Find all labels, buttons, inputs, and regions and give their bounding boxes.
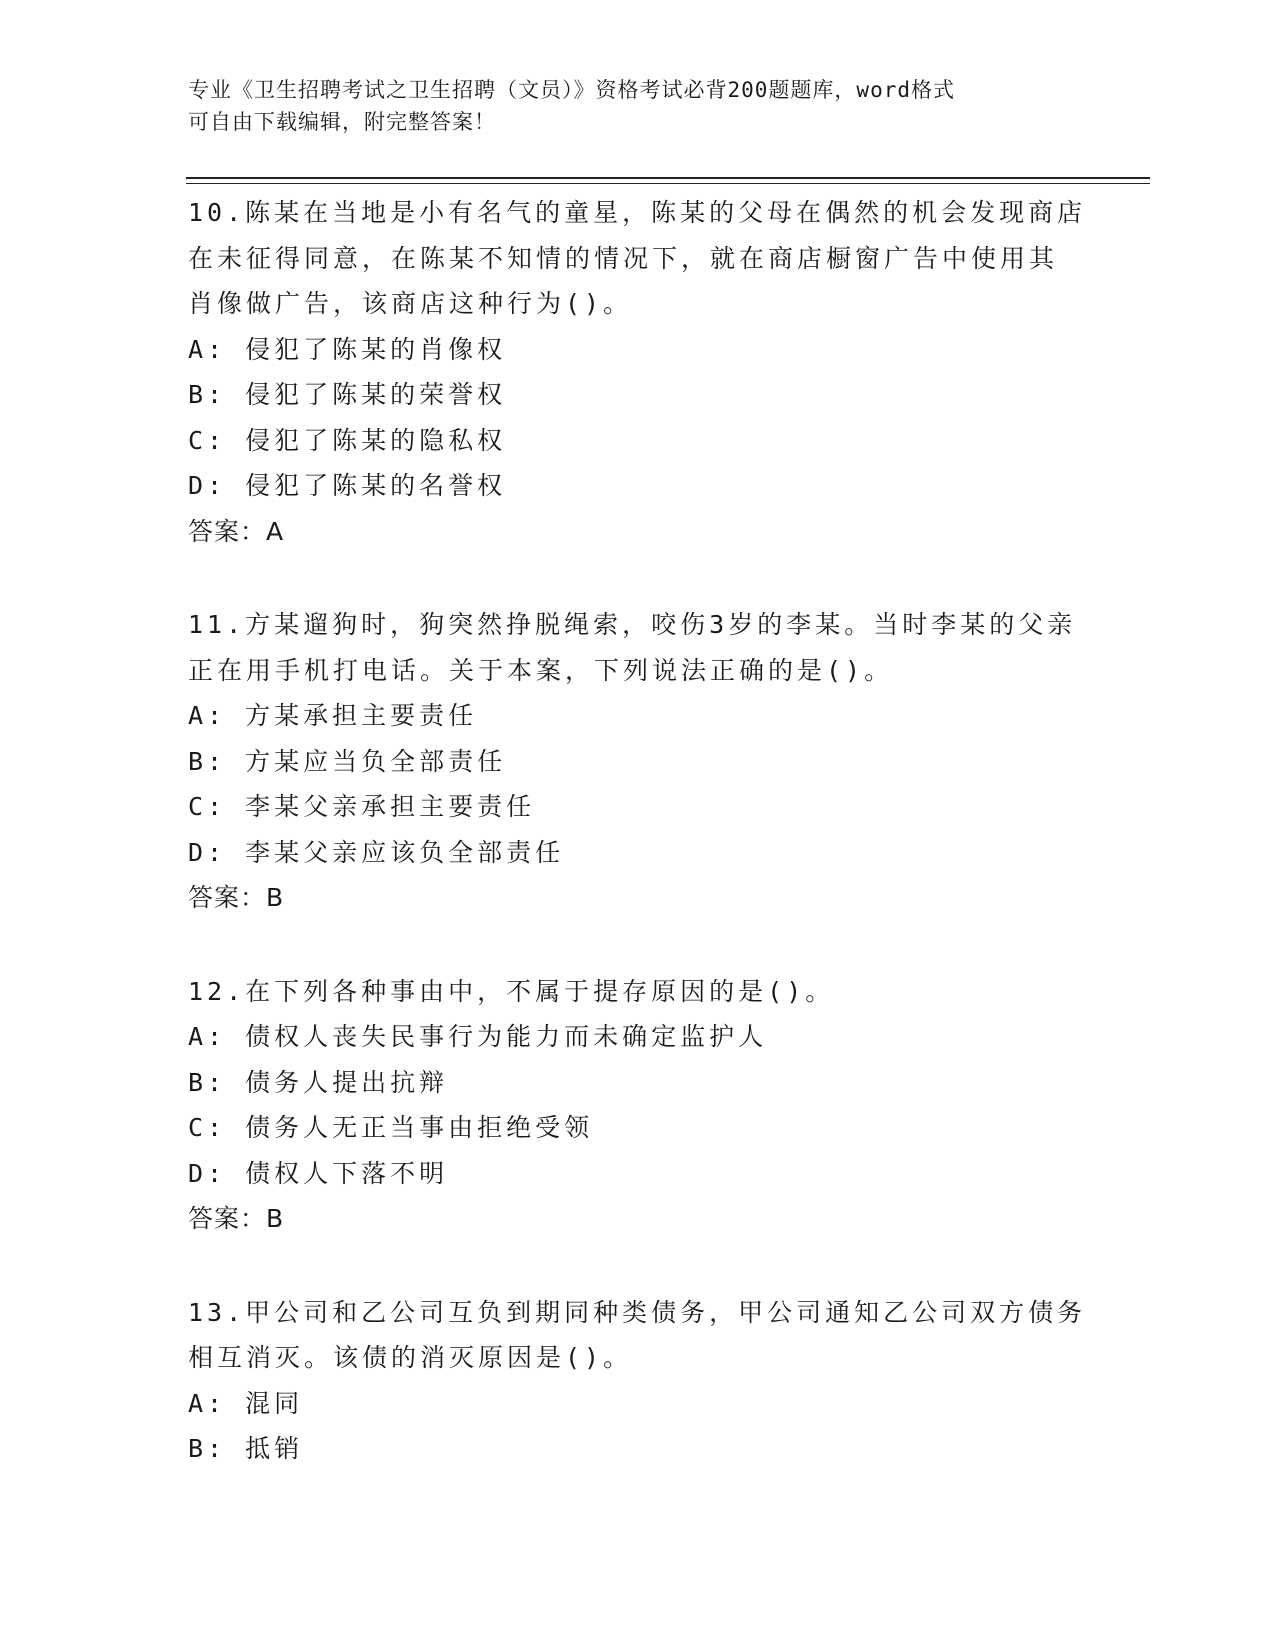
header-line-2: 可自由下载编辑，附完整答案！	[188, 110, 496, 134]
question-stem-line: 11.方某遛狗时，狗突然挣脱绳索，咬伤3岁的李某。当时李某的父亲	[188, 610, 1077, 639]
option-a: A: 混同	[188, 1388, 304, 1418]
question-stem-line: 10.陈某在当地是小有名气的童星，陈某的父母在偶然的机会发现商店	[188, 198, 1087, 227]
option-b: B: 债务人提出抗辩	[188, 1067, 449, 1097]
option-b: B: 方某应当负全部责任	[188, 746, 507, 776]
header-line-1: 专业《卫生招聘考试之卫生招聘（文员）》资格考试必背200题题库，word格式	[188, 78, 955, 102]
question-stem-line: 相互消灭。该债的消灭原因是()。	[188, 1343, 633, 1372]
question-stem-line: 13.甲公司和乙公司互负到期同种类债务，甲公司通知乙公司双方债务	[188, 1297, 1087, 1327]
question-stem-line: 肖像做广告，该商店这种行为()。	[188, 289, 633, 318]
question-12	[188, 969, 1088, 1242]
option-a: A: 方某承担主要责任	[188, 701, 478, 730]
question-stem-line: 正在用手机打电话。关于本案，下列说法正确的是()。	[188, 655, 894, 685]
question-stem-line: 12.在下列各种事由中，不属于提存原因的是()。	[188, 976, 835, 1006]
option-b: B: 侵犯了陈某的荣誉权	[188, 380, 507, 409]
question-11	[188, 602, 1088, 921]
header-rule-thin	[186, 183, 1150, 184]
option-b: B: 抵销	[188, 1434, 304, 1463]
option-c: C: 债务人无正当事由拒绝受领	[188, 1113, 594, 1142]
question-stem-line: 在未征得同意，在陈某不知情的情况下，就在商店橱窗广告中使用其	[188, 243, 1059, 273]
document-header	[188, 74, 1088, 138]
question-list	[188, 190, 1088, 1520]
question-13	[188, 1290, 1088, 1472]
answer-line: 答案：B	[188, 1204, 285, 1233]
answer-line: 答案：A	[188, 516, 285, 546]
option-a: A: 侵犯了陈某的肖像权	[188, 334, 507, 364]
option-d: D: 债权人下落不明	[188, 1158, 449, 1188]
question-10	[188, 190, 1088, 554]
option-d: D: 侵犯了陈某的名誉权	[188, 471, 507, 500]
option-a: A: 债权人丧失民事行为能力而未确定监护人	[188, 1022, 768, 1051]
answer-line: 答案：B	[188, 883, 285, 912]
option-c: C: 侵犯了陈某的隐私权	[188, 425, 507, 455]
option-c: C: 李某父亲承担主要责任	[188, 792, 536, 821]
header-rule-thick	[186, 177, 1150, 179]
option-d: D: 李某父亲应该负全部责任	[188, 837, 565, 867]
